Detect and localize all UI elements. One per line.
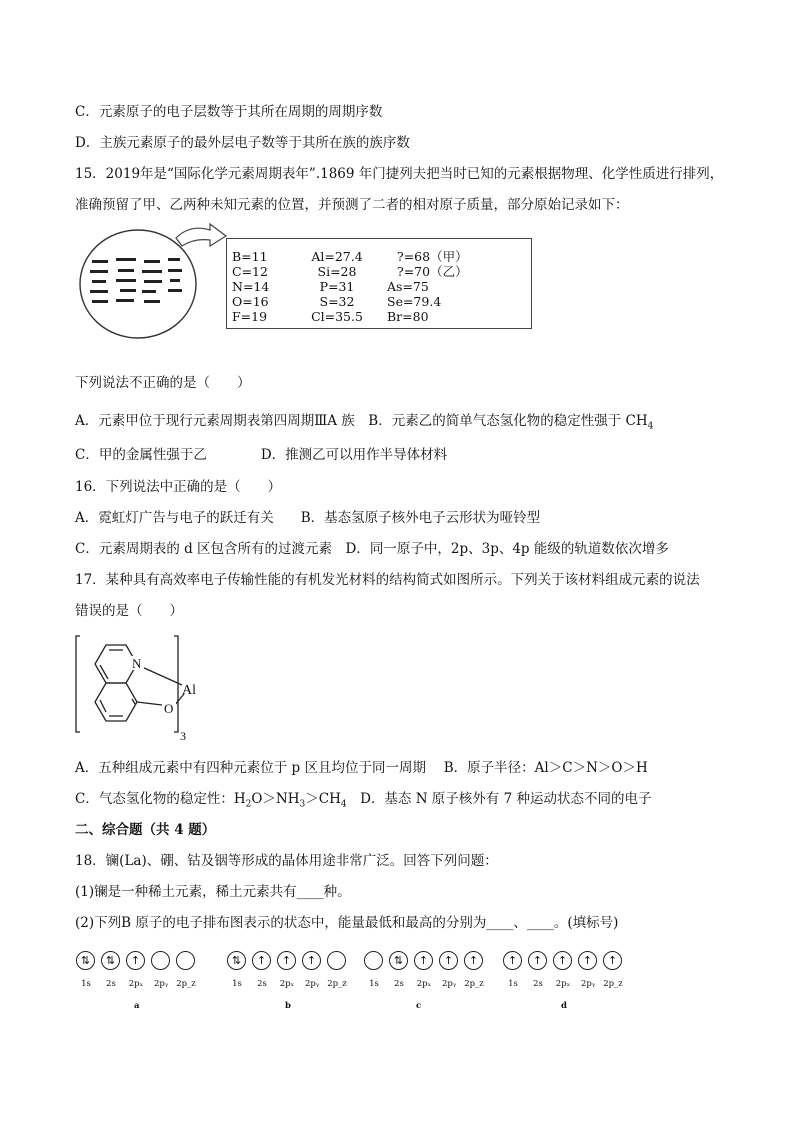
orbital-label: 2p_z: [176, 979, 196, 989]
orbital-label: 2s: [533, 979, 543, 989]
orbital-label: 2pₓ: [416, 979, 432, 989]
orbital-label: 1s: [81, 979, 91, 989]
table-col-1: B=11 C=12 N=14 O=16 F=19: [232, 249, 270, 324]
orbital-box: ↑: [302, 951, 321, 970]
orbital-label: 2p_z: [327, 979, 347, 989]
orbital-label: 2s: [257, 979, 267, 989]
option-d-prev: D．主族元素原子的最外层电子数等于其所在族的族序数: [75, 135, 410, 151]
orbital-box: [176, 951, 195, 970]
molecule-al-label: Al: [182, 683, 196, 698]
diagram-label: c: [416, 1001, 422, 1011]
orbital-label: 1s: [369, 979, 379, 989]
q17-stem-2: 错误的是（ ）: [75, 603, 183, 619]
element-record-table: [226, 238, 532, 329]
table-col-2: Al=27.4 Si=28 P=31 S=32 Cl=35.5: [311, 249, 363, 324]
orbital-box: ↑: [553, 951, 572, 970]
orbital-box: [151, 951, 170, 970]
orbital-box: ↑: [528, 951, 547, 970]
orbital-label: 2s: [394, 979, 404, 989]
q15-options-cd: C．甲的金属性强于乙 D．推测乙可以用作半导体材料: [75, 447, 448, 463]
option-c-prev: C．元素原子的电子层数等于其所在周期的周期序数: [75, 104, 383, 120]
orbital-box: ⇅: [76, 951, 95, 970]
orbital-box: ⇅: [389, 951, 408, 970]
q18-stem: 18．镧(La)、硼、钴及铟等形成的晶体用途非常广泛。回答下列问题：: [75, 853, 498, 869]
molecule-subscript: 3: [180, 729, 186, 742]
orbital-box: ↑: [578, 951, 597, 970]
orbital-box: [364, 951, 383, 970]
q16-stem: 16．下列说法中正确的是（ ）: [75, 479, 282, 495]
diagram-label: b: [285, 1001, 291, 1011]
section-heading: 二、综合题（共 4 题）: [75, 822, 216, 838]
q16-options-ab: A．霓虹灯广告与电子的跃迁有关 B．基态氢原子核外电子云形状为哑铃型: [75, 510, 541, 526]
orbital-label: 2p_z: [603, 979, 623, 989]
orbital-label: 1s: [508, 979, 518, 989]
molecule-n-label: N: [132, 656, 142, 671]
orbital-box: [327, 951, 346, 970]
orbital-box: ↑: [252, 951, 271, 970]
orbital-box: ↑: [277, 951, 296, 970]
orbital-box: ↑: [503, 951, 522, 970]
orbital-box: ⇅: [101, 951, 120, 970]
orbital-label: 1s: [232, 979, 242, 989]
q18-part-1: (1)镧是一种稀土元素，稀土元素共有____种。: [75, 884, 351, 900]
q15-stem-2: 准确预留了甲、乙两种未知元素的位置，并预测了二者的相对原子质量，部分原始记录如下：: [75, 197, 629, 213]
q17-options-cd: C．气态氢化物的稳定性：$H_2O>NH_3>CH_4$ D．基态 N 原子核外有 7 种运动状态不同的电子: [75, 791, 652, 810]
table-col-3: ?=68（甲） ?=70（乙） As=75 Se=79.4 Br=80: [387, 249, 468, 324]
orbital-label: 2pᵧ: [580, 979, 596, 989]
mendeleev-notes-illustration: [78, 222, 228, 342]
q16-options-cd: C．元素周期表的 d 区包含所有的过渡元素 D．同一原子中，2p、3p、4p 能级的轨道数依次增多: [75, 541, 669, 557]
diagram-label: d: [561, 1001, 567, 1011]
orbital-label: 2pᵧ: [304, 979, 320, 989]
q15-stem-1: 15．2019年是“国际化学元素周期表年”.1869 年门捷列夫把当时已知的元素根据物理、化学性质进行排列，: [75, 166, 724, 182]
orbital-box: ↑: [464, 951, 483, 970]
orbital-box: ↑: [414, 951, 433, 970]
orbital-label: 2pᵧ: [153, 979, 169, 989]
q18-part-2: (2)下列B 原子的电子排布图表示的状态中，能量最低和最高的分别为____、____。(填标号): [75, 915, 619, 931]
aluminum-quinolinolate-structure: [74, 632, 234, 742]
q15-options-ab: A．元素甲位于现行元素周期表第四周期ⅢA 族 B．元素乙的简单气态氢化物的稳定性强于 $CH_4$: [75, 413, 654, 432]
orbital-box: ↑: [439, 951, 458, 970]
orbital-box: ↑: [126, 951, 145, 970]
orbital-label: 2pₓ: [279, 979, 295, 989]
orbital-label: 2pᵧ: [441, 979, 457, 989]
orbital-label: 2p_z: [464, 979, 484, 989]
orbital-box: ↑: [603, 951, 622, 970]
orbital-label: 2s: [106, 979, 116, 989]
orbital-box: ⇅: [227, 951, 246, 970]
diagram-label: a: [134, 1001, 140, 1011]
orbital-label: 2pₓ: [128, 979, 144, 989]
molecule-o-label: O: [164, 701, 174, 716]
orbital-label: 2pₓ: [555, 979, 571, 989]
q17-options-ab: A．五种组成元素中有四种元素位于 p 区且均位于同一周期 B．原子半径：Al＞C＞N＞O＞H: [75, 760, 648, 776]
q15-question: 下列说法不正确的是（ ）: [75, 375, 251, 391]
q17-stem-1: 17．某种具有高效率电子传输性能的有机发光材料的结构简式如图所示。下列关于该材料组成元素的说法: [75, 572, 700, 588]
